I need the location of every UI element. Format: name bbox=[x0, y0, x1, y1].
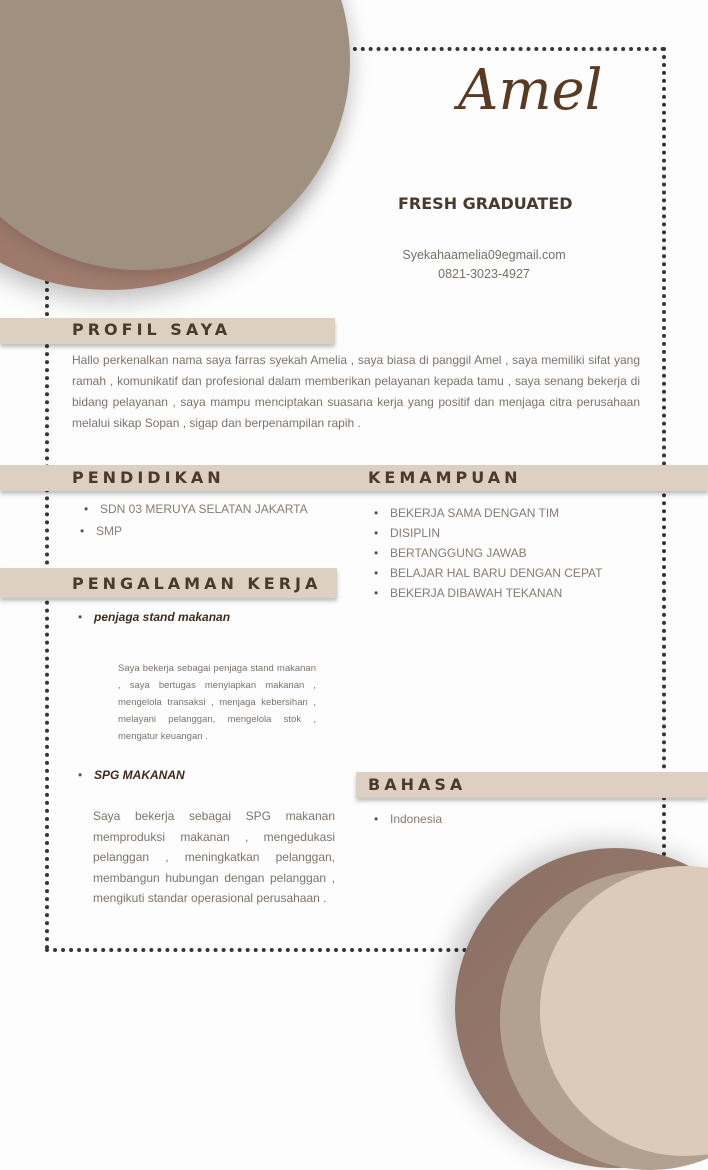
education-heading: PENDIDIKAN bbox=[72, 468, 225, 487]
job-2-title: SPG MAKANAN bbox=[94, 768, 185, 782]
experience-job-1 bbox=[76, 610, 230, 624]
skill-item: • BEKERJA DIBAWAH TEKANAN bbox=[372, 586, 603, 600]
email-text: Syekahaamelia09egmail.com bbox=[402, 248, 566, 262]
skills-list bbox=[372, 506, 603, 600]
profile-text: Hallo perkenalkan nama saya farras syekah Amelia , saya biasa di panggil Amel , saya memiliki sifat yang ramah , komunikatif dan profesional dalam memberikan pelayanan kepada tamu , saya senang bekerja di bidang pelayanan , saya mampu menciptakan suasana kerja yang positif dan menjaga citra perusahaan melalui sikap Sopan , sigap dan berpenampilan rapih . bbox=[72, 353, 640, 430]
skill-item: • BELAJAR HAL BARU DENGAN CEPAT bbox=[372, 566, 603, 580]
phone-text: 0821-3023-4927 bbox=[438, 267, 530, 281]
job-title-item bbox=[76, 610, 230, 624]
frame-right-border bbox=[662, 47, 666, 857]
skill-item: • BERTANGGUNG JAWAB bbox=[372, 546, 603, 560]
frame-bottom-border bbox=[45, 948, 475, 952]
language-list bbox=[372, 812, 442, 826]
job-title-item bbox=[76, 768, 185, 782]
experience-heading: PENGALAMAN KERJA bbox=[72, 574, 322, 593]
top-left-circle bbox=[0, 0, 350, 270]
frame-left-border bbox=[45, 272, 49, 950]
skill-item: • BEKERJA SAMA DENGAN TIM bbox=[372, 506, 603, 520]
language-item: • Indonesia bbox=[372, 812, 442, 826]
education-item: • SDN 03 MERUYA SELATAN JAKARTA bbox=[82, 502, 308, 516]
job-1-description: Saya bekerja sebagai penjaga stand makanan , saya bertugas menyiapkan makanan , mengelola transaksi , menjaga kebersihan , melayani pelanggan, mengelola stok , mengatur keuangan . bbox=[118, 663, 316, 742]
education-item: • SMP bbox=[78, 524, 308, 538]
frame-top-border bbox=[345, 47, 665, 51]
skill-item: • DISIPLIN bbox=[372, 526, 603, 540]
skills-heading: KEMAMPUAN bbox=[368, 468, 522, 487]
language-heading: BAHASA bbox=[368, 775, 467, 794]
job-1-title: penjaga stand makanan bbox=[94, 610, 231, 624]
job-title: FRESH GRADUATED bbox=[398, 194, 573, 213]
experience-job-2 bbox=[76, 768, 185, 782]
job-2-description: Saya bekerja sebagai SPG makanan memproduksi makanan , mengedukasi pelanggan , meningkatkan pelanggan, membangun hubungan dengan pelanggan , mengikuti standar operasional perusahaan . bbox=[93, 809, 335, 905]
name-heading: Amel bbox=[458, 58, 603, 123]
profile-heading: PROFIL SAYA bbox=[72, 320, 232, 339]
education-list bbox=[82, 502, 308, 538]
